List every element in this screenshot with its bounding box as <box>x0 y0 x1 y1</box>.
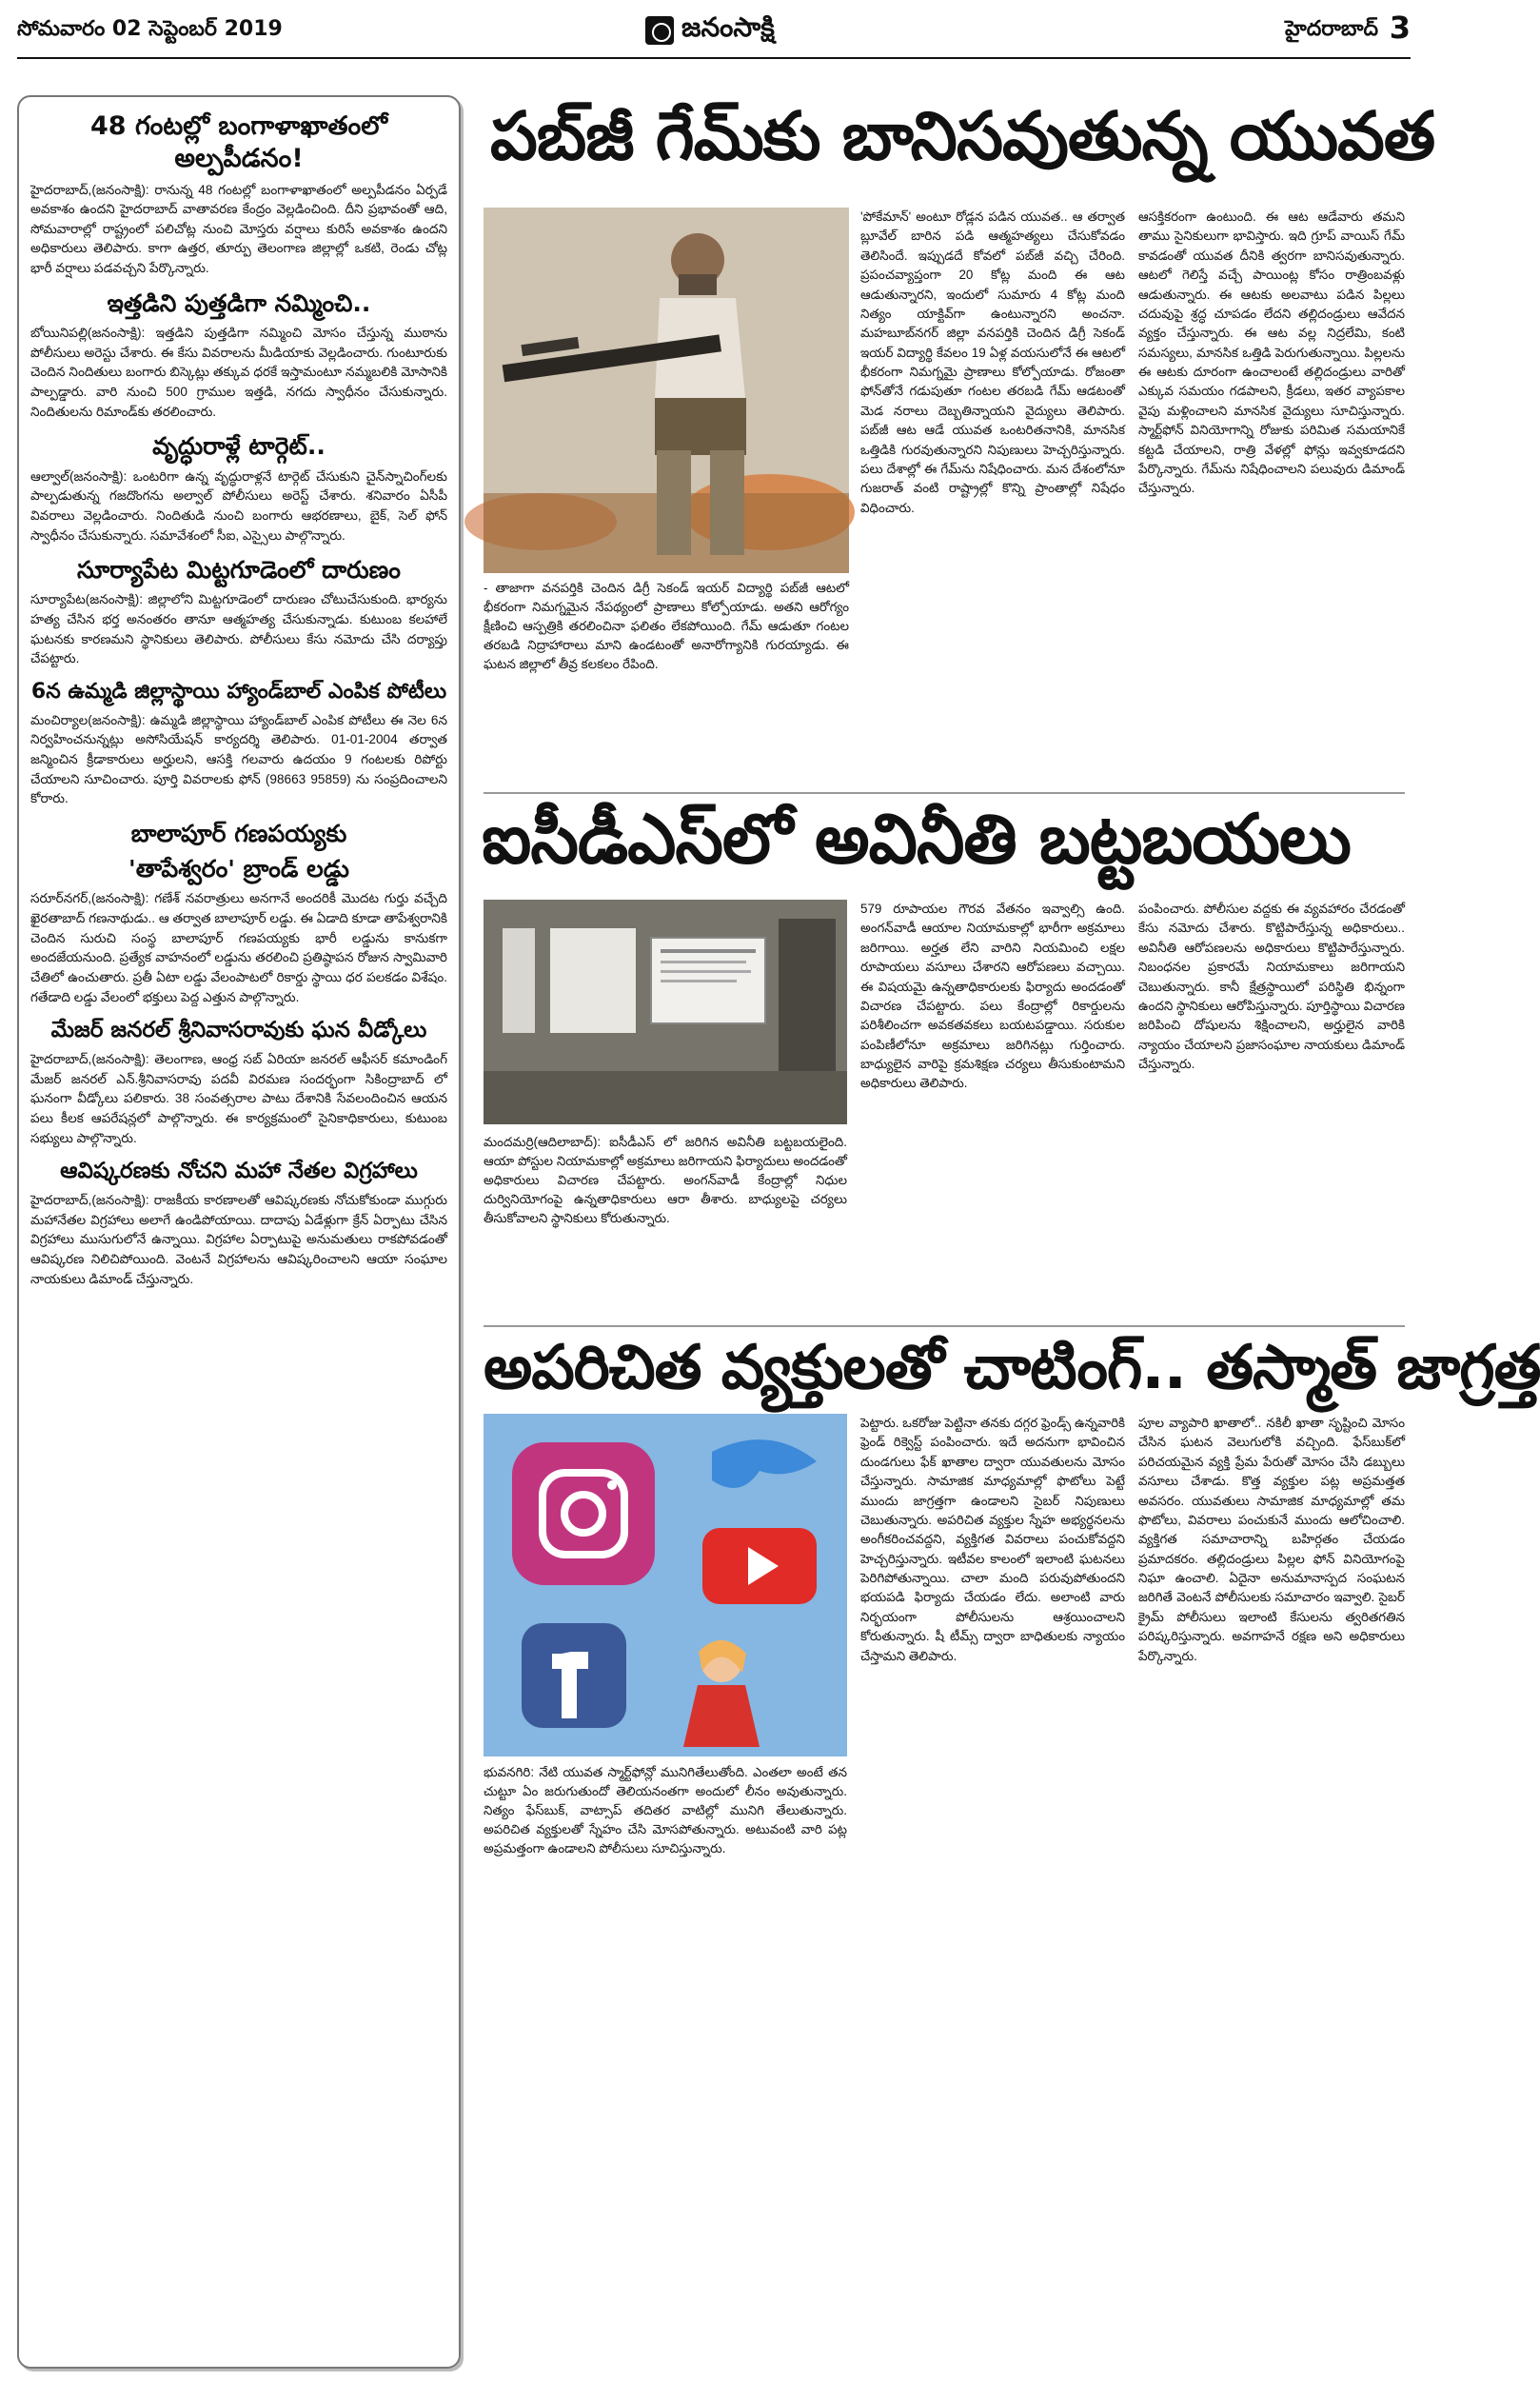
brief-story <box>30 1158 447 1289</box>
issue-date: సోమవారం 02 సెప్టెంబర్ 2019 <box>17 17 283 41</box>
article-column: పూల వ్యాపారి ఖాతాలో.. నకిలీ ఖాతా సృష్టించి మోసం చేసిన ఘటన వెలుగులోకి వచ్చింది. ఫేస్‌బుక్‌లో పరిచయమైన వ్యక్తి ప్రేమ పేరుతో మోసం చేసి డబ్బులు వసూలు చేశాడు. కొత్త వ్యక్తుల పట్ల అప్రమత్తత అవసరం. యువతులు సామాజిక మాధ్యమాల్లో తమ ఫొటోలు, వివరాలు పంచుకునే ముందు ఆలోచించాలి. వ్యక్తిగత సమాచారాన్ని బహిర్గతం చేయడం ప్రమాదకరం. తల్లిదండ్రులు పిల్లల ఫోన్ వినియోగంపై నిఘా ఉంచాలి. ఏదైనా అనుమానాస్పద సంఘటన జరిగితే వెంటనే పోలీసులకు సమాచారం ఇవ్వాలి. సైబర్ క్రైమ్ పోలీసులు ఇలాంటి కేసులను త్వరితగతిన పరిష్కరిస్తున్నారు. అవగాహనే రక్షణ అని అధికారులు పేర్కొన్నారు. <box>1138 1416 1405 1663</box>
icds-office-photo <box>484 900 847 1124</box>
article-column: 'పోకేమాన్' అంటూ రోడ్లన పడిన యువత.. ఆ తర్వాత బ్లూవేల్ బారిన పడి ఆత్మహత్యలు చేసుకోవడం తెలిసిందే. ఇప్పుడదే కోవలో పబ్‌జీ వచ్చి చేరింది. ప్రపంచవ్యాప్తంగా 20 కోట్ల మంది ఈ ఆట ఆడుతున్నారని, ఇందులో సుమారు 4 కోట్ల మంది నిత్యం యాక్టివ్‌గా ఉంటున్నారని అంచనా. మహబూబ్‌నగర్ జిల్లా వనపర్తికి చెందిన డిగ్రీ సెకండ్ ఇయర్ విద్యార్థి కేవలం 19 ఏళ్ల వయసులోనే ఈ ఆటలో భీకరంగా నిమగ్నమై ప్రాణాలు కోల్పోయాడు. రోజంతా ఫోన్‌తోనే గడుపుతూ గంటల తరబడి గేమ్ ఆడటంతో మెడ నరాలు దెబ్బతిన్నాయని వైద్యులు తెలిపారు. పబ్‌జీ ఆట ఆడే యువత ఒంటరితనానికి, మానసిక ఒత్తిడికి గురవుతున్నారని నిపుణులు హెచ్చరిస్తున్నారు. పలు దేశాల్లో ఈ గేమ్‌ను నిషేధించారు. మన దేశంలోనూ గుజరాత్ వంటి రాష్ట్రాల్లో కొన్ని ప్రాంతాల్లో నిషేధం విధించారు. <box>860 209 1125 515</box>
pubg-character-illustration <box>484 208 849 573</box>
brief-body: మంచిర్యాల(జనంసాక్షి): ఉమ్మడి జిల్లాస్థాయి హ్యాండ్‌బాల్ ఎంపిక పోటీలు ఈ నెల 6న నిర్వహించనున్నట్లు అసోసియేషన్ కార్యదర్శి తెలిపారు. 01-01-2004 తర్వాత జన్మించిన క్రీడాకారులు అర్హులని, ఆసక్తి గలవారు ఉదయం 9 గంటలకు రిపోర్టు చేయాలని సూచించారు. పూర్తి వివరాలకు ఫోన్ (98663 95859) ను సంప్రదించాలని కోరారు. <box>30 712 447 806</box>
article-headline: అపరిచిత వ్యక్తులతో చాటింగ్.. తస్మాత్ జాగ్రత్త <box>484 1333 1540 1403</box>
brief-story <box>30 288 447 423</box>
brief-headline: బాలాపూర్ గణపయ్యకు <box>130 819 347 847</box>
brief-body: సూర్యాపేట(జనంసాక్షి): జిల్లాలోని మిట్టగూడెంలో దారుణం చోటుచేసుకుంది. భార్యను హత్య చేసిన భర్త అనంతరం తానూ ఆత్మహత్య చేసుకున్నాడు. కుటుంబ కలహాలే ఘటనకు కారణమని స్థానికులు తెలిపారు. పోలీసులు కేసు నమోదు చేసి దర్యాప్తు చేపట్టారు. <box>30 592 447 666</box>
brief-headline: ఆవిష్కరణకు నోచని మహా నేతల విగ్రహాలు <box>60 1159 418 1184</box>
section-divider <box>484 792 1405 794</box>
brief-headline: 48 గంటల్లో బంగాళాఖాతంలో అల్పపీడనం! <box>89 111 388 173</box>
article-column: 579 రూపాయల గౌరవ వేతనం ఇవ్వాల్సి ఉంది. అంగన్‌వాడీ ఆయాల నియామకాల్లో భారీగా అక్రమాలు జరిగాయి. అర్హత లేని వారిని నియమించి లక్షల రూపాయలు వసూలు చేశారని ఆరోపణలు వచ్చాయి. ఈ విషయమై ఉన్నతాధికారులకు ఫిర్యాదు అందడంతో విచారణ చేపట్టారు. పలు కేంద్రాల్లో రికార్డులను పరిశీలించగా అవకతవకలు బయటపడ్డాయి. సరుకుల పంపిణీలోనూ అక్రమాలు జరిగినట్లు గుర్తించారు. బాధ్యులైన వారిపై క్రమశిక్షణ చర్యలు తీసుకుంటామని అధికారులు తెలిపారు. <box>860 902 1125 1091</box>
brief-headline: సూర్యాపేట మిట్టగూడెంలో దారుణం <box>77 556 401 585</box>
brief-headline: మేజర్ జనరల్ శ్రీనివాసరావుకు ఘన వీడ్కోలు <box>50 1018 427 1043</box>
office-wall-illustration <box>484 900 847 1124</box>
photo-caption: మందమర్రి(ఆదిలాబాద్): ఐసీడీఎస్ లో జరిగిన అవినీతి బట్టబయలైంది. ఆయా పోస్టుల నియామకాల్లో అక్రమాలు జరిగాయని ఫిర్యాదులు అందడంతో అధికారులు విచారణ చేపట్టారు. అంగన్‌వాడీ కేంద్రాల్లో నిధుల దుర్వినియోగంపై ఉన్నతాధికారులు ఆరా తీశారు. బాధ్యులపై చర్యలు తీసుకోవాలని స్థానికులు కోరుతున్నారు. <box>484 1135 847 1226</box>
brief-body: సరూర్‌నగర్,(జనంసాక్షి): గణేశ్ నవరాత్రులు అనగానే అందరికీ మొదట గుర్తు వచ్చేది ఖైరతాబాద్ గణనాథుడు.. ఆ తర్వాత బాలాపూర్ లడ్డు. ఈ ఏడాది కూడా తాపేశ్వరానికి చెందిన సురుచి సంస్థ బాలాపూర్ గణపయ్యకు భారీ లడ్డును కానుకగా అందజేయనుంది. ప్రత్యేక వాహనంలో లడ్డును తరలించి ప్రతిష్ఠాపన రోజున స్వామివారి చేతిలో ఉంచుతారు. ప్రతీ ఏటా లడ్డు వేలంపాటలో రికార్డు స్థాయి ధర పలకడం విశేషం. గతేడాది లడ్డు వేలంలో భక్తులు పెద్ద ఎత్తున పాల్గొన్నారు. <box>30 891 447 1004</box>
page-number: 3 <box>1389 10 1411 46</box>
pubg-game-photo <box>484 208 849 573</box>
brief-story <box>30 679 447 809</box>
brief-headline-quote: 'తాపేశ్వరం' బ్రాండ్ లడ్డు <box>128 855 349 883</box>
sidebar-briefs <box>17 95 461 2369</box>
brief-story <box>30 819 447 1007</box>
brief-body: హైదరాబాద్,(జనంసాక్షి): రానున్న 48 గంటల్లో బంగాళాఖాతంలో అల్పపీడనం ఏర్పడే అవకాశం ఉందని హైదరాబాద్ వాతావరణ కేంద్రం వెల్లడించింది. దీని ప్రభావంతో ఆది, సోమవారాల్లో రాష్ట్రంలో పలిచోట్ల నుంచి మోస్తరు వర్షాలు కురిసే అవకాశం ఉందని అధికారులు తెలిపారు. కాగా ఉత్తర, తూర్పు తెలంగాణ జిల్లాల్లో ఒకటి, రెండు చోట్ల భారీ వర్షాలు పడవచ్చని పేర్కొన్నారు. <box>30 182 447 276</box>
social-media-photo <box>484 1414 847 1756</box>
brief-body: హైదరాబాద్,(జనంసాక్షి): తెలంగాణ, ఆంధ్ర సబ్ ఏరియా జనరల్ ఆఫీసర్ కమాండింగ్ మేజర్ జనరల్ ఎన్.శ్రీనివాసరావు పదవీ విరమణ సందర్భంగా సికింద్రాబాద్ లో ఘనంగా వీడ్కోలు పలికారు. 38 సంవత్సరాల పాటు దేశానికి సేవలందించిన ఆయన పలు కీలక ఆపరేషన్లలో పాల్గొన్నారు. ఈ కార్యక్రమంలో సైనికాధికారులు, కుటుంబ సభ్యులు పాల్గొన్నారు. <box>30 1052 447 1145</box>
brief-body: బోయినిపల్లి(జనంసాక్షి): ఇత్తడిని పుత్తడిగా నమ్మించి మోసం చేస్తున్న ముఠాను పోలీసులు అరెస్టు చేశారు. ఈ కేసు వివరాలను మీడియాకు వెల్లడించారు. గుంటూరుకు చెందిన నిందితులు బంగారు బిస్కెట్లు తక్కువ ధరకే ఇస్తామంటూ నమ్మబలికి మోసానికి పాల్పడ్డారు. వారి నుంచి 500 గ్రాముల ఇత్తడి, నగదు స్వాధీనం చేసుకున్నారు. నిందితులను రిమాండ్‌కు తరలించారు. <box>30 326 447 419</box>
paper-logo <box>645 11 775 50</box>
article-column: పంపించారు. పోలీసుల వద్దకు ఈ వ్యవహారం చేరడంతో కేసు నమోదు చేశారు. కొట్టిపారేస్తున్న అధికారులు.. అవినీతి ఆరోపణలను అధికారులు కొట్టిపారేస్తున్నారు. నిబంధనల ప్రకారమే నియామకాలు జరిగాయని చెబుతున్నారు. కానీ క్షేత్రస్థాయిలో పరిస్థితి భిన్నంగా ఉందని స్థానికులు ఆరోపిస్తున్నారు. పూర్తిస్థాయి విచారణ జరిపించి దోషులను శిక్షించాలని, అర్హులైన వారికి న్యాయం చేయాలని ప్రజాసంఘాల నాయకులు డిమాండ్ చేస్తున్నారు. <box>1138 902 1405 1071</box>
article-headline: ఐసీడీఎస్‌లో అవినీతి బట్టబయలు <box>482 799 1351 879</box>
article-column: ఆసక్తికరంగా ఉంటుంది. ఈ ఆట ఆడేవారు తమని తాము సైనికులుగా భావిస్తారు. ఇది గ్రూప్ వాయిస్ గేమ్ కావడంతో యువత దీనికి త్వరగా బానిసవుతున్నారు. ఆటలో గెలిస్తే వచ్చే పాయింట్ల కోసం రాత్రింబవళ్లు ఆడుతున్నారు. ఈ ఆటకు అలవాటు పడిన పిల్లలు చదువుపై శ్రద్ధ చూపడం లేదని తల్లిదండ్రులు ఆవేదన వ్యక్తం చేస్తున్నారు. ఈ ఆట వల్ల నిద్రలేమి, కంటి సమస్యలు, మానసిక ఒత్తిడి పెరుగుతున్నాయి. పిల్లలను ఈ ఆటకు దూరంగా ఉంచాలంటే తల్లిదండ్రులు వారితో ఎక్కువ సమయం గడపాలని, క్రీడలు, ఇతర వ్యాపకాల వైపు మళ్లించాలని మానసిక వైద్యులు సూచిస్తున్నారు. స్మార్ట్‌ఫోన్ వినియోగాన్ని రోజుకు పరిమిత సమయానికే కట్టడి చేయాలని, రాత్రి వేళల్లో ఫోన్లు ఇవ్వకూడదని పేర్కొన్నారు. గేమ్‌ను నిషేధించాలని పలువురు డిమాండ్ చేస్తున్నారు. <box>1138 209 1405 496</box>
logo-icon <box>645 16 674 45</box>
masthead <box>17 8 1411 59</box>
photo-caption: భువనగిరి: నేటి యువత స్మార్ట్‌ఫోన్లో మునిగితేలుతోంది. ఎంతలా అంటే తన చుట్టూ ఏం జరుగుతుందో తెలియనంతగా అందులో లీనం అవుతున్నారు. నిత్యం ఫేస్‌బుక్, వాట్సాప్ తదితర వాటిల్లో మునిగి తేలుతున్నారు. అపరిచిత వ్యక్తులతో స్నేహం చేసి మోసపోతున్నారు. అటువంటి వారి పట్ల అప్రమత్తంగా ఉండాలని పోలీసులు సూచిస్తున్నారు. <box>484 1765 847 1856</box>
edition-city: హైదరాబాద్ <box>1285 17 1378 41</box>
article-headline: పబ్‌జీ గేమ్‌కు బానిసవుతున్న యువత <box>490 97 1435 175</box>
paper-name: జనంసాక్షి <box>681 11 775 43</box>
article-column: పెట్టారు. ఒకరోజు పెట్టినా తనకు దగ్గర ఫ్రెండ్స్ ఉన్నవారికి ఫ్రెండ్ రిక్వెస్ట్ పంపించారు. ఇదే అదనుగా భావించిన దుండగులు ఫేక్ ఖాతాల ద్వారా యువతులను మోసం చేస్తున్నారు. సామాజిక మాధ్యమాల్లో ఫొటోలు పెట్టే ముందు జాగ్రత్తగా ఉండాలని సైబర్ నిపుణులు చెబుతున్నారు. అపరిచిత వ్యక్తుల స్నేహ అభ్యర్థనలను అంగీకరించవద్దని, వ్యక్తిగత వివరాలు పంచుకోవద్దని హెచ్చరిస్తున్నారు. ఇటీవల కాలంలో ఇలాంటి ఘటనలు పెరిగిపోతున్నాయి. చాలా మంది పరువుపోతుందని భయపడి ఫిర్యాదు చేయడం లేదు. అలాంటి వారు నిర్భయంగా పోలీసులను ఆశ్రయించాలని కోరుతున్నారు. షీ టీమ్స్ ద్వారా బాధితులకు న్యాయం చేస్తామని తెలిపారు. <box>860 1416 1125 1663</box>
social-apps-illustration <box>484 1414 847 1756</box>
brief-story <box>30 431 447 546</box>
brief-body: ఆల్వాల్(జనంసాక్షి): ఒంటరిగా ఉన్న వృద్ధురాళ్లనే టార్గెట్ చేసుకుని చైన్‌స్నాచింగ్‌లకు పాల్పడుతున్న గజదొంగను అల్వాల్ పోలీసులు అరెస్ట్ చేశారు. శనివారం ఏసీపీ వివరాలు వెల్లడించారు. నిందితుడి నుంచి బంగారు ఆభరణాలు, బైక్, సెల్ ఫోన్ స్వాధీనం చేసుకున్నారు. సమావేశంలో సీఐ, ఎస్సైలు పాల్గొన్నారు. <box>30 468 447 543</box>
brief-body: హైదరాబాద్,(జనంసాక్షి): రాజకీయ కారణాలతో ఆవిష్కరణకు నోచుకోకుండా ముగ్గురు మహానేతల విగ్రహాలు అలాగే ఉండిపోయాయి. దాదాపు ఏడేళ్లుగా క్రేన్ ఏర్పాటు చేసిన విగ్రహాలు ముసుగులోనే ఉన్నాయి. విగ్రహాల ఏర్పాటుపై అనుమతులు రాకపోవడంతో ఆవిష్కరణ నిలిచిపోయింది. వెంటనే విగ్రహాలను ఆవిష్కరించాలని ఆయా సంఘాల నాయకులు డిమాండ్ చేస్తున్నారు. <box>30 1193 447 1286</box>
brief-story <box>30 1017 447 1148</box>
section-divider <box>484 1325 1405 1327</box>
photo-caption: - తాజాగా వనపర్తికి చెందిన డిగ్రీ సెకండ్ ఇయర్ విద్యార్థి పబ్‌జీ ఆటలో భీకరంగా నిమగ్నమైన నేపథ్యంలో ప్రాణాలు కోల్పోయాడు. అతని ఆరోగ్యం క్షీణించి ఆస్పత్రికి తరలించినా ఫలితం లేకపోయింది. గేమ్ ఆడుతూ గంటల తరబడి నిద్రాహారాలు మాని ఉండటంతో అనారోగ్యానికి గురయ్యాడు. ఈ ఘటన జిల్లాలో తీవ్ర కలకలం రేపింది. <box>484 581 849 672</box>
brief-story <box>30 555 447 669</box>
brief-headline: ఇత్తడిని పుత్తడిగా నమ్మించి.. <box>107 288 371 317</box>
brief-headline: వృద్ధురాళ్లే టార్గెట్.. <box>152 432 326 461</box>
brief-story <box>30 110 447 279</box>
brief-headline: 6న ఉమ్మడి జిల్లాస్థాయి హ్యాండ్‌బాల్ ఎంపిక పోటీలు <box>30 680 447 704</box>
